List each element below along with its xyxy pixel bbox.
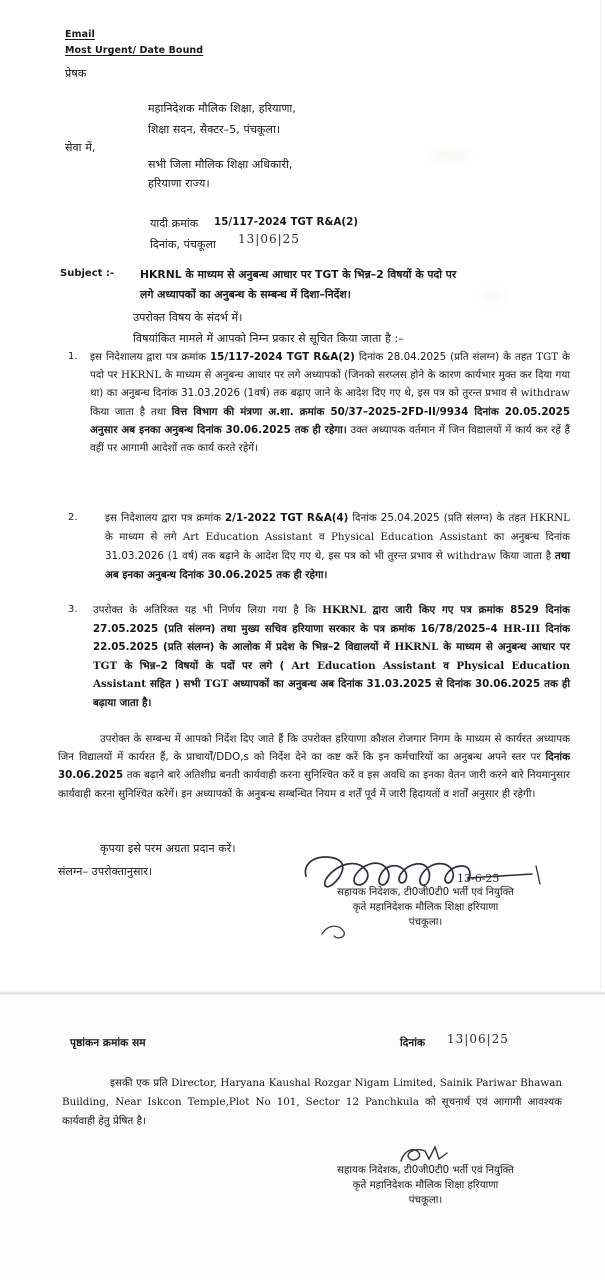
closing-paragraph: उपरोक्त के सम्बन्ध में आपको निर्देश दिए जाते हैं कि उपरोक्त हरियाणा कौशल रोजगार निगम के माध्यम से कार्यरत अध्यापक जिन विद्यालयों में कार्यरत हैं, के प्राचार्यों/DDO,s को निर्देश देने का कष्ट करें कि इन कर्मचारियों का अनुबन्ध अपने स्तर पर दिनांक 30.06.2025 तक बढ़ाने बारे अतिशीघ्र बनती कार्यवाही करना सुनिश्चित करें व इस अवधि का इनका वेतन जारी करने बारे नियमानुसार कार्यवाही करना सुनिश्चित करेगें। इन अध्यापकों के अनुबन्ध सम्बन्धित नियम व शर्तें पूर्व में जारी हिदायतों व शर्तों अनुसार ही रहेगी। (58, 733, 570, 800)
from-address-line-2: शिक्षा सदन, सैक्टर–5, पंचकूला। (148, 123, 281, 136)
page-edge-right (600, 0, 601, 990)
point-2-text: इस निदेशालय द्वारा पत्र क्रमांक 2/1-2022 TGT R&A(4) दिनांक 25.04.2025 (प्रति संलग्न) के तहत HKRNL के माध्यम से लगे Art Education Assistant व Physical Education Assistant का अनुबन्ध दिनांक 31.03.2026 (1 वर्ष) तक बढ़ाने के आदेश दिए गए थे, इस पत्र को भी तुरन्त प्रभाव से withdraw किया जाता है तथा अब इनका अनुबन्ध दिनांक 30.06.2025 तक ही रहेगा। (105, 512, 571, 581)
header-email-label: Email (65, 29, 95, 40)
to-label: सेवा में, (65, 141, 96, 154)
header-urgency-label: Most Urgent/ Date Bound (65, 45, 204, 56)
signature-location-page2: पंचकूला। (408, 1195, 443, 1206)
subject-label: Subject :- (60, 268, 115, 279)
intro-line-2: विषयांकित मामले में आपको निम्न प्रकार से सूचित किया जाता है :– (133, 332, 404, 345)
signature-location: पंचकूला। (408, 917, 443, 928)
request-line: कृपया इसे परम अग्रता प्रदान करें। (100, 842, 236, 855)
endorsement-date-label: दिनांक (400, 1037, 426, 1049)
memo-date-label: दिनांक, पंचकूला (150, 238, 216, 251)
to-address-line-1: सभी जिला मौलिक शिक्षा अधिकारी, (148, 158, 293, 171)
scan-artifact (430, 150, 470, 160)
endorsement-date-value: 13|06|25 (447, 1032, 509, 1046)
endorsement-body: इसकी एक प्रति Director, Haryana Kaushal Rozgar Nigam Limited, Sainik Pariwar Bhawan Building, Near Iskcon Temple,Plot No 101, Sector 12 Panchkula को सूचनार्थ एवं आगामी आवश्यक कार्यवाही हेतु प्रेषित है। (62, 1077, 562, 1127)
signature-designation-line-1: सहायक निदेशक, टी0जी0टी0 भर्ती एवं नियुक्ति (337, 887, 514, 898)
signature-block-page1 (288, 885, 563, 930)
memo-number-value: 15/117-2024 TGT R&A(2) (214, 217, 359, 228)
from-address-line-1: महानिदेशक मौलिक शिक्षा, हरियाणा, (148, 102, 296, 115)
subject-line-1: HKRNL के माध्यम से अनुबन्ध आधार पर TGT के भिन्न–2 विषयों के पदो पर (140, 268, 457, 281)
intro-line-1: उपरोक्त विषय के संदर्भ में। (133, 311, 243, 324)
to-address-line-2: हरियाणा राज्य। (148, 177, 210, 190)
signature-date-handwritten: 13-6-25 (457, 872, 500, 885)
point-1-number: 1. (68, 351, 78, 362)
memo-date-value-handwritten: 13|06|25 (238, 232, 300, 246)
document-page-2 (0, 995, 605, 1280)
signature-designation-line-1-page2: सहायक निदेशक, टी0जी0टी0 भर्ती एवं नियुक्ति (337, 1165, 514, 1176)
memo-number-label: यादी क्रमांक (150, 217, 199, 230)
signature-designation-line-2-page2: कृते महानिदेशक मौलिक शिक्षा हरियाणा (352, 1180, 499, 1191)
endorsement-label: पृष्ठांकन क्रमांक सम (70, 1037, 146, 1049)
point-3-text: उपरोक्त के अतिरिक्त यह भी निर्णय लिया गया है कि HKRNL द्वारा जारी किए गए पत्र क्रमांक 8529 दिनांक 27.05.2025 (प्रति संलग्न) तथा मुख्य सचिव हरियाणा सरकार के पत्र क्रमांक 16/78/2025–4 HR-III दिनांक 22.05.2025 (प्रति संलग्न) के आलोक में प्रदेश के भिन्न–2 विद्यालयों में HKRNL के माध्यम से अनुबन्ध आधार पर TGT के भिन्न–2 विषयों के पदों पर लगे ( Art Education Assistant व Physical Education Assistant सहित ) सभी TGT अध्यापकों का अनुबन्ध अब दिनांक 31.03.2025 से दिनांक 30.06.2025 तक ही बढ़ाया जाता है। (93, 604, 570, 709)
point-2-number: 2. (68, 512, 78, 523)
from-label: प्रेषक (65, 67, 87, 80)
signature-designation-line-2: कृते महानिदेशक मौलिक शिक्षा हरियाणा (352, 902, 499, 913)
point-1-text: इस निदेशालय द्वारा पत्र क्रमांक 15/117-2024 TGT R&A(2) दिनांक 28.04.2025 (प्रति संलग्न) के तहत TGT के पदो पर HKRNL के माध्यम से अनुबन्ध आधार पर लगे अध्यापकों (जिनको सरप्लस होने के कारण कार्यभार मुक्त कर दिया गया था) का अनुबन्ध दिनांक 31.03.2026 (1वर्ष) तक बढ़ाए जाने के आदेश दिए गए थे, इस पत्र को तुरन्त प्रभाव से withdraw किया जाता है तथा वित्त विभाग की मंत्रणा अ.शा. क्रमांक 50/37–2025-2FD-II/9934 दिनांक 20.05.2025 अनुसार अब इनका अनुबन्ध दिनांक 30.06.2025 तक ही रहेगा। उक्त अध्यापक वर्तमान में जिन विद्यालयों में कार्य कर रहें हैं वहीं पर आगामी आदेशों तक कार्य करते रहेगें। (90, 351, 570, 455)
signature-block-page2 (288, 1163, 563, 1208)
subject-line-2: लगे अध्यापकों का अनुबन्ध के सम्बन्ध में दिशा–निर्देश। (140, 288, 351, 301)
enclosure-line: संलग्न– उपरोक्तानुसार। (58, 865, 153, 878)
point-3-number: 3. (68, 604, 78, 615)
